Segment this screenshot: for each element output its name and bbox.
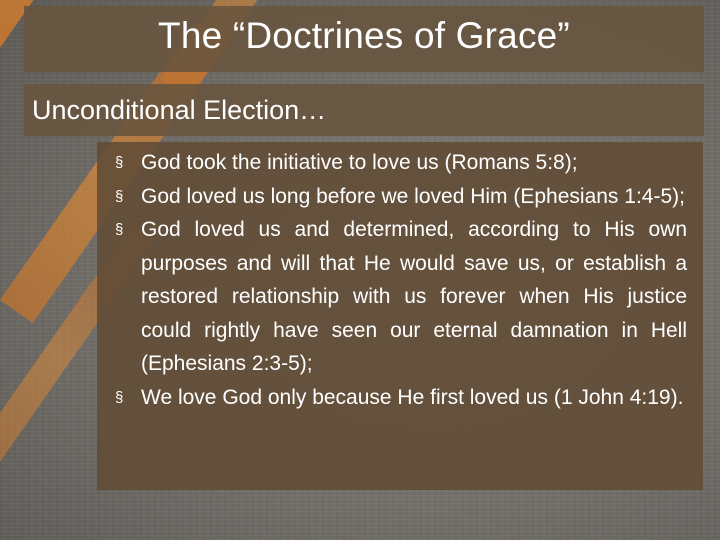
subtitle-band: [24, 84, 704, 136]
bullet-marker-icon: §: [115, 187, 124, 205]
bullet-marker-icon: §: [115, 221, 124, 238]
bullet-item: [115, 213, 687, 381]
bullet-item: [115, 381, 687, 415]
bullet-item: [115, 180, 687, 214]
bullet-marker-icon: §: [115, 388, 124, 406]
slide-subtitle: Unconditional Election…: [32, 94, 327, 125]
bullet-list: [97, 142, 703, 414]
title-band: [24, 6, 704, 72]
bullet-text: God loved us and determined, according to His own purposes and will that He would save us, or establish a restored relationship with us forever when His justice could rightly have seen our eternal damnation in Hell (Ephesians 2:3-5);: [141, 218, 687, 375]
content-box: [97, 142, 703, 490]
bullet-text: We love God only because He first loved us (1 John 4:19).: [141, 385, 684, 409]
bullet-item: [115, 146, 687, 180]
bullet-text: God loved us long before we loved Him (Ephesians 1:4-5);: [141, 184, 685, 208]
bullet-marker-icon: §: [115, 154, 124, 171]
bullet-text: God took the initiative to love us (Romans 5:8);: [141, 151, 578, 174]
slide-title: The “Doctrines of Grace”: [158, 15, 570, 56]
